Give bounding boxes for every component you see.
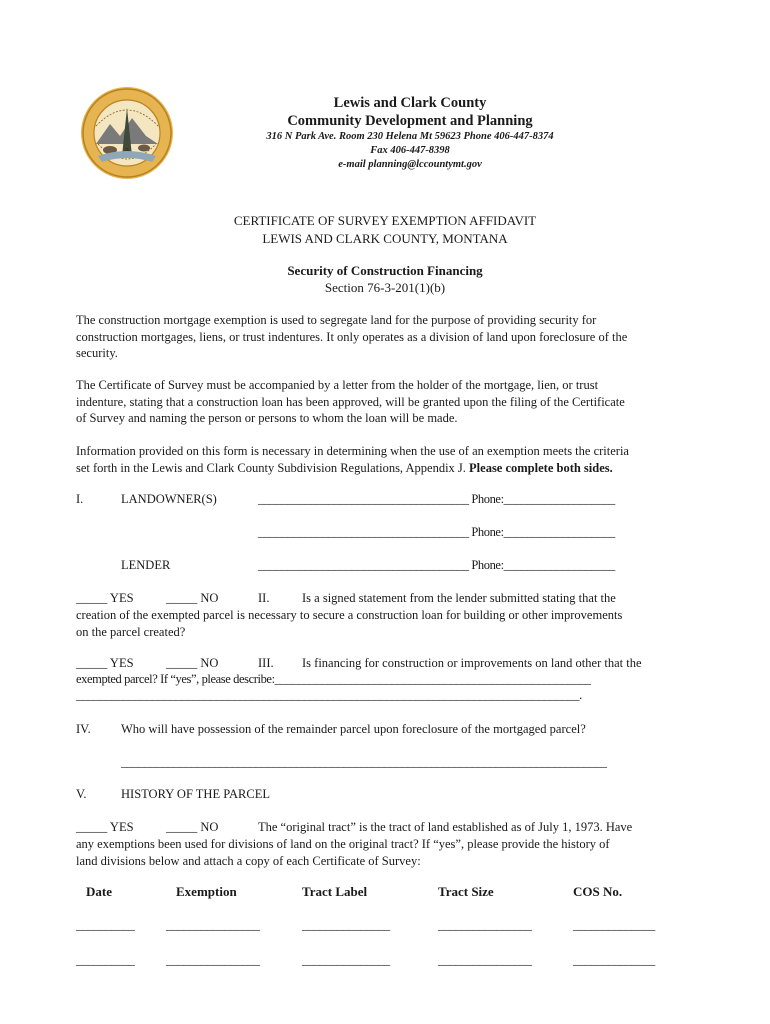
paragraph-line: The Certificate of Survey must be accompanied by a letter from the holder of the mortgage, lien, or trust <box>76 378 599 392</box>
org-department: Community Development and Planning <box>287 113 533 129</box>
section2-no-blank[interactable]: _____ NO <box>166 591 219 605</box>
paragraph-line: creation of the exempted parcel is necessary to secure a construction loan for building or other improvements <box>76 608 623 622</box>
section-numeral: I. <box>76 492 84 506</box>
column-header-date: Date <box>86 884 112 899</box>
section-numeral: V. <box>76 787 87 801</box>
section3-describe-field-2[interactable]: ______________________________________________________________________________________. <box>76 688 582 702</box>
section2-yes-blank[interactable]: _____ YES <box>76 591 134 605</box>
org-address: 316 N Park Ave. Room 230 Helena Mt 59623 Phone 406-447-8374 <box>266 131 554 142</box>
org-fax: Fax 406-447-8398 <box>370 145 450 156</box>
statute-reference: Section 76-3-201(1)(b) <box>324 280 446 295</box>
date-field[interactable]: __________ <box>76 918 135 932</box>
section4-answer-field[interactable]: ___________________________________________________________________________________ <box>121 755 607 769</box>
section-numeral: IV. <box>76 722 91 736</box>
paragraph-line: on the parcel created? <box>76 624 186 639</box>
section2-question-cont <box>76 607 694 640</box>
lender-label: LENDER <box>121 558 171 572</box>
date-field[interactable]: __________ <box>76 953 135 967</box>
cos-no-field[interactable]: ______________ <box>573 918 655 932</box>
history-heading: HISTORY OF THE PARCEL <box>121 787 270 801</box>
section-numeral: II. <box>258 591 270 605</box>
paragraph-line: of Survey and naming the person or persons to whom the loan will be made. <box>76 411 458 425</box>
paragraph-line: security. <box>76 346 118 360</box>
landowner-label: LANDOWNER(S) <box>121 492 217 506</box>
tract-label-field[interactable]: _______________ <box>302 953 390 967</box>
information-paragraph <box>76 443 694 476</box>
section3-question: Is financing for construction or improvements on land other that the <box>302 656 642 670</box>
paragraph-line: The construction mortgage exemption is used to segregate land for the purpose of providing security for <box>76 313 597 327</box>
section3-no-blank[interactable]: _____ NO <box>166 656 219 670</box>
section5-no-blank[interactable]: _____ NO <box>166 820 219 834</box>
section2-question: Is a signed statement from the lender submitted stating that the <box>302 591 616 605</box>
document-jurisdiction: LEWIS AND CLARK COUNTY, MONTANA <box>262 231 508 246</box>
landowner-name-phone-field-1[interactable]: ____________________________________ Phone:___________________ <box>258 492 615 506</box>
county-seal-logo <box>80 86 174 180</box>
tract-size-field[interactable]: ________________ <box>438 953 532 967</box>
column-header-cos-no: COS No. <box>573 884 623 899</box>
column-header-tract-label: Tract Label <box>302 884 368 899</box>
tract-size-field[interactable]: ________________ <box>438 918 532 932</box>
section5-yes-blank[interactable]: _____ YES <box>76 820 134 834</box>
paragraph-line: land divisions below and attach a copy of each Certificate of Survey: <box>76 853 421 868</box>
paragraph-text: set forth in the Lewis and Clark County Subdivision Regulations, Appendix J. <box>76 460 470 475</box>
cos-no-field[interactable]: ______________ <box>573 953 655 967</box>
section5-question: The “original tract” is the tract of land established as of July 1, 1973. Have <box>258 820 633 834</box>
section3-yes-blank[interactable]: _____ YES <box>76 656 134 670</box>
org-email: e-mail planning@lccountymt.gov <box>338 159 482 170</box>
section5-question-cont <box>76 836 694 869</box>
org-name: Lewis and Clark County <box>333 95 487 111</box>
exemption-field[interactable]: ________________ <box>166 918 260 932</box>
lender-name-phone-field[interactable]: ____________________________________ Phone:___________________ <box>258 558 615 572</box>
landowner-name-phone-field-2[interactable]: ____________________________________ Phone:___________________ <box>258 525 615 539</box>
section-numeral: III. <box>258 656 274 670</box>
exemption-field[interactable]: ________________ <box>166 953 260 967</box>
section3-describe-field[interactable]: exempted parcel? If “yes”, please describe:______________________________________________________ <box>76 672 591 686</box>
paragraph-line: indenture, stating that a construction loan has been approved, will be granted upon the filing of the Certificate <box>76 394 625 409</box>
instruction-note: Please complete both sides. <box>469 460 613 475</box>
paragraph-line: construction mortgages, liens, or trust indentures. It only operates as a division of land upon foreclosure of the <box>76 329 628 344</box>
document-title: CERTIFICATE OF SURVEY EXEMPTION AFFIDAVIT <box>233 213 537 228</box>
document-subtitle: Security of Construction Financing <box>287 263 483 278</box>
intro-paragraph <box>76 312 694 362</box>
paragraph-line: Information provided on this form is necessary in determining when the use of an exemption meets the criteria <box>76 444 629 458</box>
paragraph-line <box>76 460 694 477</box>
tract-label-field[interactable]: _______________ <box>302 918 390 932</box>
paragraph-line: any exemptions been used for divisions of land on the original tract? If “yes”, please provide the history of <box>76 837 610 851</box>
column-header-tract-size: Tract Size <box>438 884 494 899</box>
section4-question: Who will have possession of the remainder parcel upon foreclosure of the mortgaged parcel? <box>121 722 586 736</box>
requirement-paragraph <box>76 377 694 427</box>
column-header-exemption: Exemption <box>176 884 237 899</box>
